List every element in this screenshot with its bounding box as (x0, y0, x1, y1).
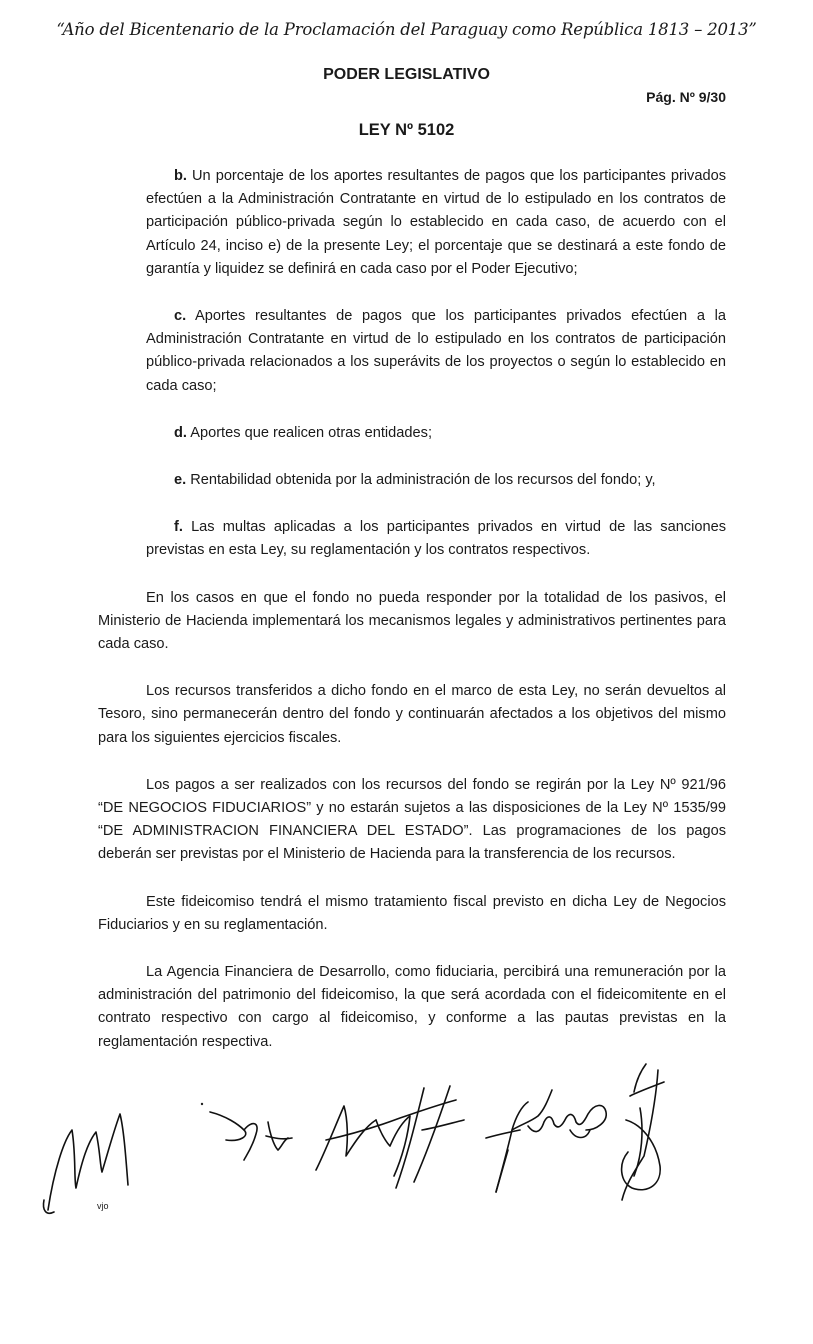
signature-stroke (422, 1120, 464, 1130)
paragraph-tax-treatment (98, 891, 726, 937)
item-text: Las multas aplicadas a los participantes privados en virtud de las sanciones previstas en esta Ley, su reglamentación y los contratos respectivos. (146, 519, 726, 559)
paragraph-payments (98, 774, 726, 867)
commemorative-motto: “Año del Bicentenario de la Proclamación del Paraguay como República 1813 – 2013” (56, 20, 757, 39)
item-letter: c. (174, 308, 187, 325)
signature-stroke (244, 1124, 257, 1160)
signature-stroke (496, 1102, 528, 1192)
paragraph-text: Los pagos a ser realizados con los recursos del fondo se regirán por la Ley Nº 921/96 “DE NEGOCIOS FIDUCIARIOS” y no estarán sujetos a las disposiciones de la Ley Nº 1535/99 “DE ADMINISTRACION FINANCIERA DEL ESTADO”. Las programaciones de los pagos deberán ser previstas por el Ministerio de Hacienda para la transferencia de los recursos. (98, 776, 726, 863)
signature-stroke (622, 1120, 661, 1190)
item-text: Rentabilidad obtenida por la administración de los recursos del fondo; y, (186, 472, 656, 489)
paragraph-text: Este fideicomiso tendrá el mismo tratamiento fiscal previsto en dicha Ley de Negocios Fiduciarios y en su reglamentación. (98, 893, 726, 933)
handwritten-signatures (30, 1060, 730, 1230)
signature-stroke (512, 1090, 552, 1130)
signature-stroke (622, 1070, 658, 1200)
item-text: Un porcentaje de los aportes resultantes de pagos que los participantes privados efectúen a la Administración Contratante en virtud de lo estipulado en los contratos de participación público-privada según lo establecido en cada caso, de acuerdo con el Artículo 24, inciso e) de la presente Ley; el porcentaje que se destinará a este fondo de garantía y liquidez se definirá en cada caso por el Poder Ejecutivo; (146, 168, 726, 277)
signature-stroke (210, 1112, 246, 1140)
signature-stroke (528, 1105, 606, 1131)
signature-stroke (396, 1088, 424, 1188)
signature-stroke (634, 1108, 642, 1176)
list-item-c (98, 305, 726, 398)
page-number: Pág. Nº 9/30 (646, 89, 726, 105)
item-letter: d. (174, 424, 187, 441)
paragraph-text: La Agencia Financiera de Desarrollo, como fiduciaria, percibirá una remuneración por la administración del patrimonio del fideicomiso, la que será acordada con el fideicomitente en el contrato respectivo con cargo al fideicomiso, y conforme a las pautas previstas en la reglamentación respectiva. (98, 964, 726, 1050)
list-item-d (98, 422, 726, 445)
organization-heading: PODER LEGISLATIVO (323, 66, 490, 83)
item-letter: f. (174, 519, 183, 536)
signature-stroke (634, 1064, 646, 1092)
signature-stroke (570, 1130, 590, 1138)
signature-stroke (496, 1150, 508, 1192)
signature-stroke (316, 1106, 376, 1170)
paragraph-remuneration (98, 961, 726, 1054)
signature-stroke (326, 1100, 456, 1140)
item-text: Aportes resultantes de pagos que los participantes privados efectúen a la Administración Contratante en virtud de lo estipulado en los contratos de participación público-privada relacionados a los superávits de los proyectos o según lo establecido en cada caso; (146, 308, 726, 394)
paragraph-text: Los recursos transferidos a dicho fondo en el marco de esta Ley, no serán devueltos al Tesoro, sino permanecerán dentro del fondo y continuarán afectados a los objetivos del mismo para los siguientes ejercicios fiscales. (98, 683, 726, 746)
item-letter: e. (174, 472, 187, 489)
item-letter: b. (174, 168, 187, 184)
signature-dot (201, 1103, 203, 1105)
signature-stroke (48, 1114, 128, 1210)
signature-stroke (486, 1130, 520, 1138)
paragraph-treasury (98, 680, 726, 750)
signature-stroke (268, 1122, 288, 1150)
list-item-f (98, 516, 726, 562)
law-title: LEY Nº 5102 (358, 121, 455, 139)
signatures-block (30, 1060, 730, 1230)
signature-stroke (414, 1086, 450, 1182)
item-text: Aportes que realicen otras entidades; (186, 424, 432, 441)
list-item-e (98, 469, 726, 492)
paragraph-text: En los casos en que el fondo no pueda responder por la totalidad de los pasivos, el Ministerio de Hacienda implementará los mecanismos legales y administrativos pertinentes para cada caso. (98, 589, 726, 653)
typist-initials: vjo (97, 1201, 109, 1211)
list-item-b (98, 165, 726, 281)
paragraph-liabilities (98, 587, 726, 657)
document-body (98, 165, 726, 1054)
